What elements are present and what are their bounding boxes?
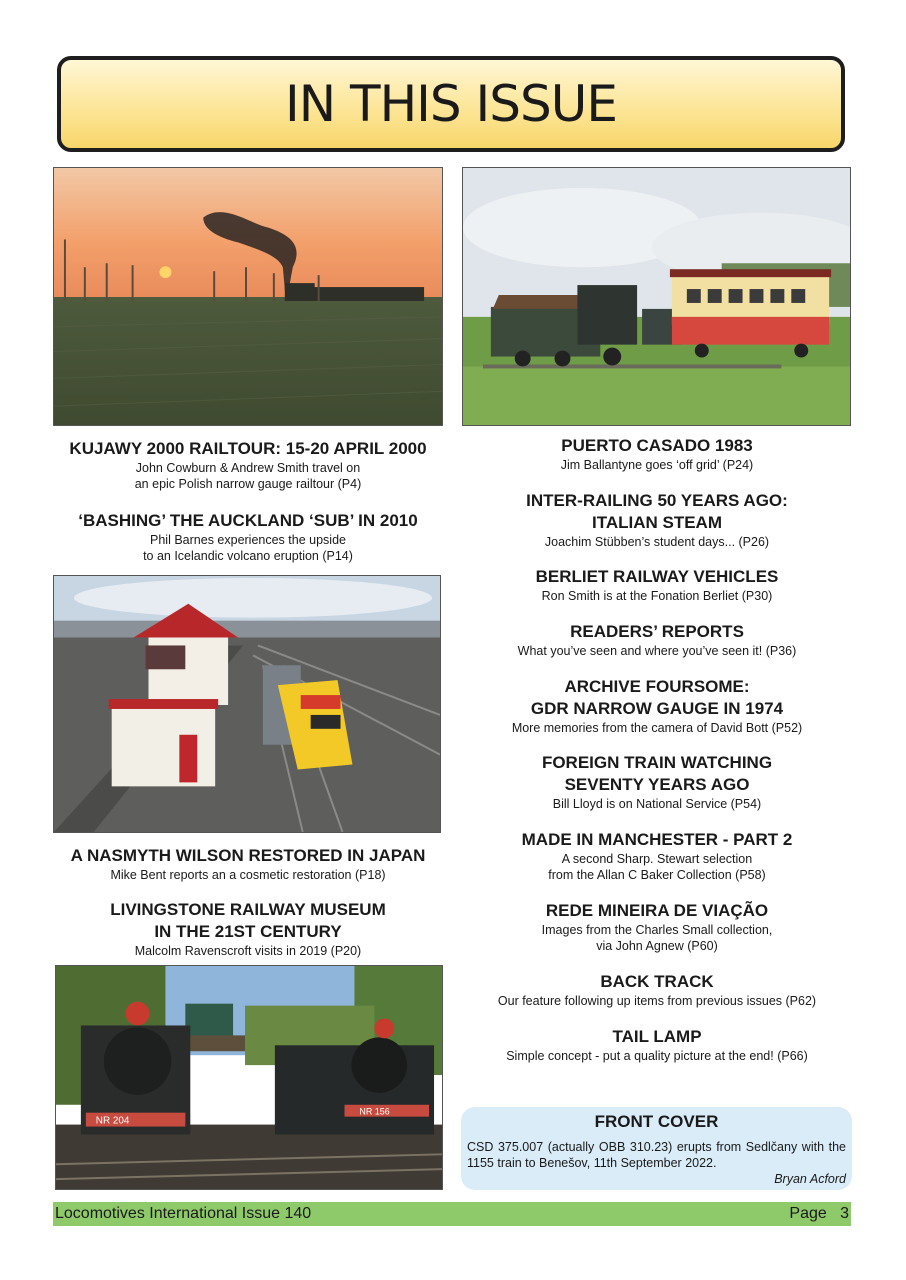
page-footer	[53, 1202, 851, 1226]
article-title: SEVENTY YEARS AGO	[564, 775, 750, 794]
article-title: MADE IN MANCHESTER - PART 2	[521, 830, 793, 849]
article-subtitle: A second Sharp. Stewart selection	[561, 852, 753, 866]
article-back-track	[460, 971, 854, 1009]
article-title: IN THE 21ST CENTURY	[154, 922, 342, 941]
article-nasmyth	[50, 845, 446, 883]
photo-puerto-casado	[462, 167, 851, 426]
article-subtitle: Ron Smith is at the Fonation Berliet (P30)	[541, 589, 773, 603]
article-readers-reports	[460, 621, 854, 659]
article-subtitle: What you’ve seen and where you’ve seen it! (P36)	[517, 644, 797, 658]
article-subtitle: More memories from the camera of David Bott (P52)	[511, 721, 803, 735]
article-title: KUJAWY 2000 RAILTOUR: 15-20 APRIL 2000	[69, 439, 427, 458]
article-title: PUERTO CASADO 1983	[561, 436, 753, 455]
article-subtitle: Malcolm Ravenscroft visits in 2019 (P20)	[134, 944, 362, 958]
photo-auckland-signalbox	[53, 575, 441, 833]
footer-publication: Locomotives International Issue 140	[55, 1205, 312, 1222]
article-title: BACK TRACK	[600, 972, 714, 991]
article-title: INTER-RAILING 50 YEARS AGO:	[526, 491, 788, 510]
article-title: ‘BASHING’ THE AUCKLAND ‘SUB’ IN 2010	[78, 511, 418, 530]
article-subtitle: Mike Bent reports an a cosmetic restoration (P18)	[110, 868, 386, 882]
page-title: IN THIS ISSUE	[285, 75, 617, 133]
article-rede-mineira	[460, 900, 854, 954]
article-made-in-manchester	[460, 829, 854, 883]
loco-number-right: NR 156	[359, 1106, 390, 1117]
article-subtitle: Joachim Stübben’s student days... (P26)	[544, 535, 770, 549]
front-cover-credit: Bryan Acford	[774, 1172, 846, 1186]
article-subtitle: via John Agnew (P60)	[596, 939, 718, 953]
article-kujawy	[50, 438, 446, 492]
article-subtitle: an epic Polish narrow gauge railtour (P4)	[134, 477, 362, 491]
front-cover-caption: CSD 375.007 (actually OBB 310.23) erupts from Sedlčany with the 1155 train to Benešov, 11th September 2022.	[467, 1140, 846, 1170]
article-tail-lamp	[460, 1026, 854, 1064]
article-subtitle: Our feature following up items from previous issues (P62)	[497, 994, 817, 1008]
article-auckland	[50, 510, 446, 564]
article-subtitle: John Cowburn & Andrew Smith travel on	[135, 461, 361, 475]
article-subtitle: Jim Ballantyne goes ‘off grid’ (P24)	[560, 458, 754, 472]
photo-livingstone-locos	[55, 965, 443, 1190]
article-puerto-casado	[460, 435, 854, 473]
article-subtitle: Images from the Charles Small collection,	[541, 923, 773, 937]
loco-number-left: NR 204	[95, 1115, 130, 1127]
article-berliet	[460, 566, 854, 604]
article-title: FOREIGN TRAIN WATCHING	[541, 753, 773, 772]
photo-kujawy-sunset	[53, 167, 443, 426]
article-title: BERLIET RAILWAY VEHICLES	[535, 567, 779, 586]
article-title: ARCHIVE FOURSOME:	[564, 677, 750, 696]
article-title: GDR NARROW GAUGE IN 1974	[530, 699, 784, 718]
article-title: READERS’ REPORTS	[570, 622, 744, 641]
footer-page-number: Page 3	[789, 1205, 849, 1222]
article-title: TAIL LAMP	[612, 1027, 702, 1046]
article-archive-foursome	[460, 676, 854, 736]
front-cover-title: FRONT COVER	[594, 1112, 719, 1131]
article-subtitle: Bill Lloyd is on National Service (P54)	[552, 797, 762, 811]
article-title: LIVINGSTONE RAILWAY MUSEUM	[110, 900, 386, 919]
article-title: A NASMYTH WILSON RESTORED IN JAPAN	[70, 846, 426, 865]
article-title: ITALIAN STEAM	[591, 513, 722, 532]
article-inter-railing	[460, 490, 854, 550]
front-cover-box	[461, 1107, 852, 1190]
header-banner	[57, 56, 845, 152]
article-foreign-train	[460, 752, 854, 812]
article-subtitle: Simple concept - put a quality picture at the end! (P66)	[506, 1049, 808, 1063]
article-subtitle: to an Icelandic volcano eruption (P14)	[143, 549, 353, 563]
article-subtitle: Phil Barnes experiences the upside	[150, 533, 346, 547]
article-livingstone	[50, 899, 446, 959]
article-subtitle: from the Allan C Baker Collection (P58)	[548, 868, 766, 882]
article-title: REDE MINEIRA DE VIAÇÃO	[545, 901, 769, 920]
